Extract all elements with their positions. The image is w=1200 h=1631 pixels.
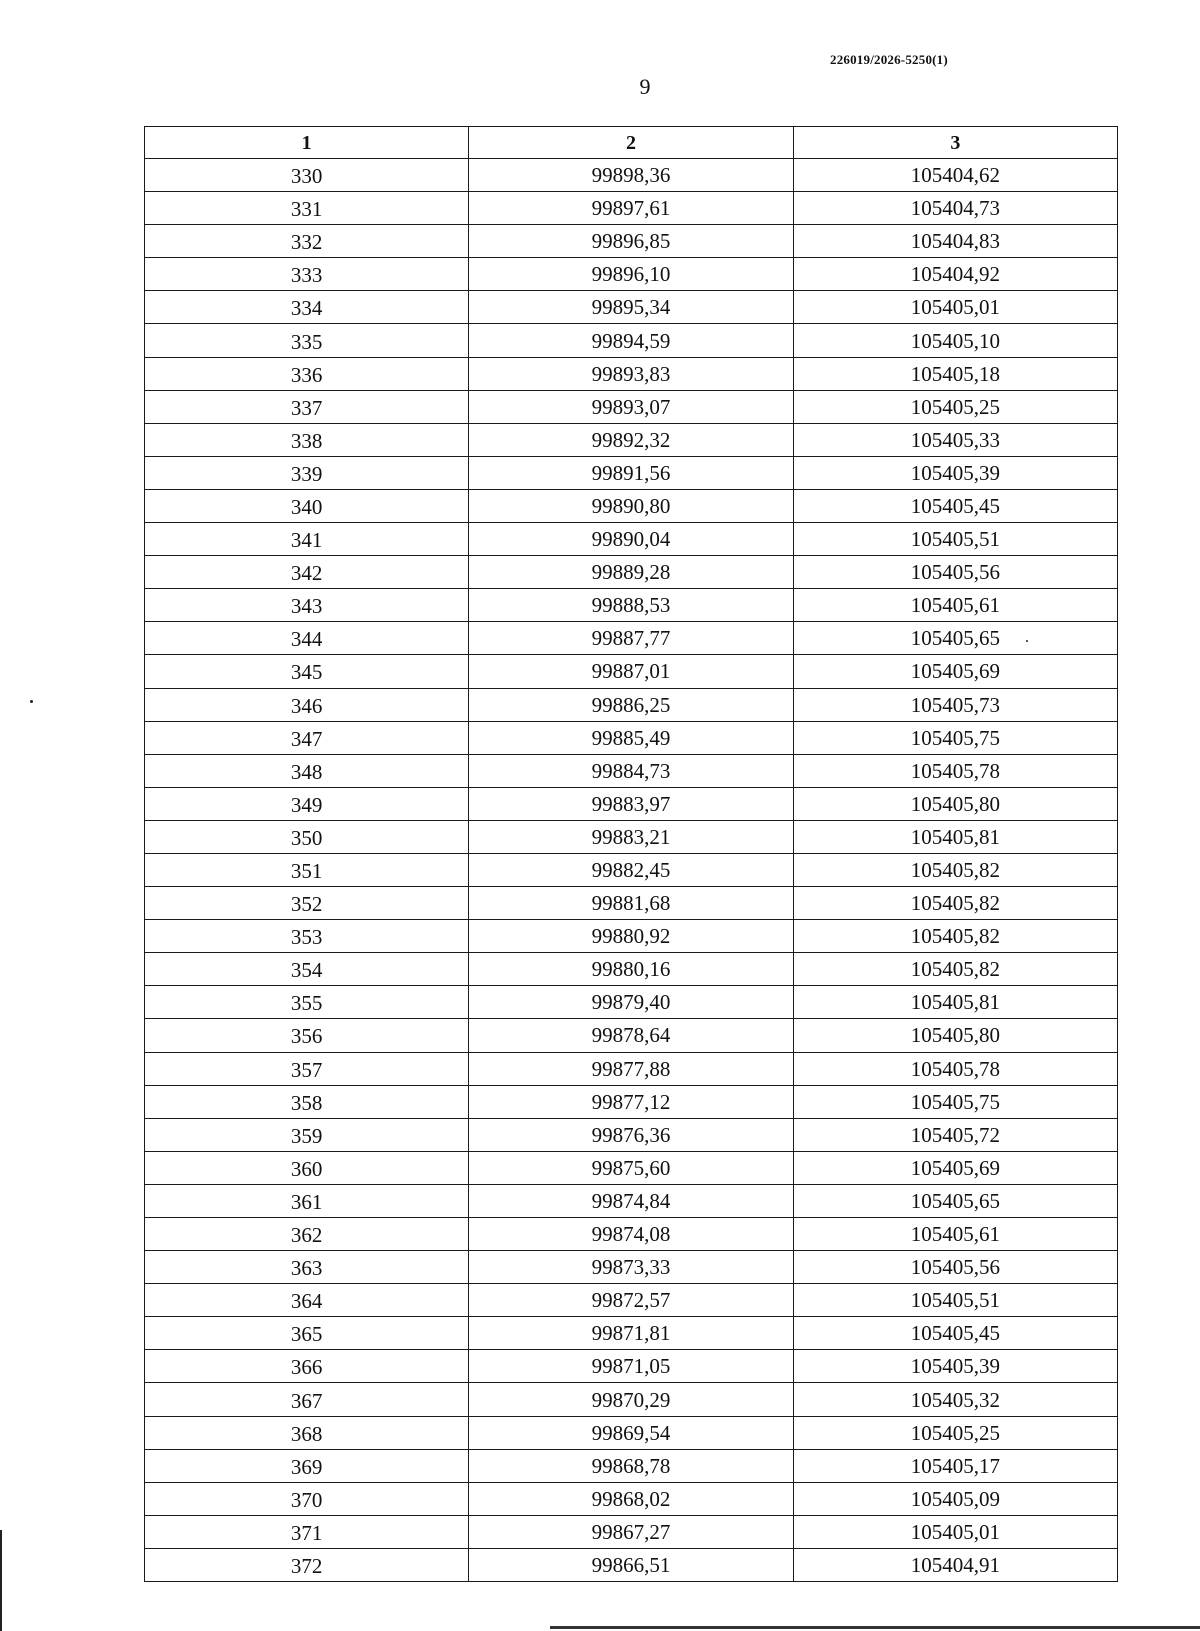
- table-cell-col-3: 105405,39: [793, 1350, 1117, 1383]
- column-header-1: 1: [145, 127, 469, 159]
- table-cell-col-1: 330: [145, 159, 469, 192]
- table-cell-col-1: 354: [145, 953, 469, 986]
- table-cell-col-2: 99871,81: [469, 1317, 793, 1350]
- table-cell-col-1: 341: [145, 523, 469, 556]
- table-cell-col-2: 99893,07: [469, 390, 793, 423]
- table-cell-col-3: 105405,65: [793, 1184, 1117, 1217]
- table-row: [145, 1251, 1118, 1284]
- table-cell-col-2: 99866,51: [469, 1548, 793, 1581]
- table-cell-col-3: 105405,75: [793, 721, 1117, 754]
- table-cell-col-2: 99878,64: [469, 1019, 793, 1052]
- table-cell-col-2: 99884,73: [469, 754, 793, 787]
- table-cell-col-1: 340: [145, 489, 469, 522]
- table-cell-col-2: 99868,78: [469, 1449, 793, 1482]
- coordinates-table: [144, 126, 1118, 1582]
- table-cell-col-1: 348: [145, 754, 469, 787]
- table-cell-col-2: 99868,02: [469, 1482, 793, 1515]
- table-cell-col-3: 105405,18: [793, 357, 1117, 390]
- table-cell-col-1: 370: [145, 1482, 469, 1515]
- table-cell-col-3: 105405,17: [793, 1449, 1117, 1482]
- table-cell-col-2: 99893,83: [469, 357, 793, 390]
- table-cell-col-1: 368: [145, 1416, 469, 1449]
- table-cell-col-3: 105405,82: [793, 887, 1117, 920]
- table-cell-col-2: 99892,32: [469, 423, 793, 456]
- table-cell-col-3: 105404,62: [793, 159, 1117, 192]
- table-cell-col-2: 99870,29: [469, 1383, 793, 1416]
- table-cell-col-1: 372: [145, 1548, 469, 1581]
- scan-edge-mark: [0, 1530, 2, 1631]
- table-cell-col-3: 105405,61: [793, 1218, 1117, 1251]
- table-cell-col-3: 105405,65: [793, 622, 1117, 655]
- table-row: [145, 721, 1118, 754]
- table-row: [145, 887, 1118, 920]
- table-row: [145, 1449, 1118, 1482]
- table-cell-col-3: 105405,45: [793, 1317, 1117, 1350]
- table-row: [145, 1019, 1118, 1052]
- table-cell-col-3: 105405,75: [793, 1085, 1117, 1118]
- table-cell-col-3: 105405,45: [793, 489, 1117, 522]
- table-cell-col-1: 357: [145, 1052, 469, 1085]
- column-header-2: 2: [469, 127, 793, 159]
- table-cell-col-1: 367: [145, 1383, 469, 1416]
- table-row: [145, 291, 1118, 324]
- table-row: [145, 589, 1118, 622]
- table-cell-col-3: 105405,72: [793, 1118, 1117, 1151]
- table-row: [145, 622, 1118, 655]
- table-cell-col-3: 105405,82: [793, 920, 1117, 953]
- table-cell-col-1: 364: [145, 1284, 469, 1317]
- table-cell-col-1: 353: [145, 920, 469, 953]
- table-cell-col-1: 346: [145, 688, 469, 721]
- table-cell-col-3: 105405,80: [793, 787, 1117, 820]
- table-cell-col-1: 347: [145, 721, 469, 754]
- table-cell-col-1: 371: [145, 1515, 469, 1548]
- table-cell-col-1: 355: [145, 986, 469, 1019]
- table-row: [145, 324, 1118, 357]
- table-cell-col-1: 333: [145, 258, 469, 291]
- table-row: [145, 1151, 1118, 1184]
- table-row: [145, 688, 1118, 721]
- table-cell-col-2: 99877,12: [469, 1085, 793, 1118]
- table-row: [145, 1317, 1118, 1350]
- table-body: [145, 159, 1118, 1582]
- table-cell-col-1: 331: [145, 192, 469, 225]
- table-cell-col-1: 359: [145, 1118, 469, 1151]
- table-cell-col-1: 342: [145, 556, 469, 589]
- table-cell-col-2: 99883,21: [469, 820, 793, 853]
- table-cell-col-1: 338: [145, 423, 469, 456]
- table-cell-col-3: 105405,25: [793, 1416, 1117, 1449]
- page-number: 9: [639, 74, 651, 99]
- table-cell-col-2: 99890,80: [469, 489, 793, 522]
- table-row: [145, 556, 1118, 589]
- table-cell-col-1: 363: [145, 1251, 469, 1284]
- table-cell-col-1: 339: [145, 456, 469, 489]
- table-row: [145, 456, 1118, 489]
- table-row: [145, 357, 1118, 390]
- table-cell-col-2: 99887,77: [469, 622, 793, 655]
- table-cell-col-1: 360: [145, 1151, 469, 1184]
- table-cell-col-1: 365: [145, 1317, 469, 1350]
- table-cell-col-1: 334: [145, 291, 469, 324]
- table-row: [145, 159, 1118, 192]
- table-cell-col-1: 337: [145, 390, 469, 423]
- table-cell-col-1: 344: [145, 622, 469, 655]
- table-cell-col-2: 99894,59: [469, 324, 793, 357]
- table-row: [145, 920, 1118, 953]
- table-row: [145, 820, 1118, 853]
- table-cell-col-2: 99890,04: [469, 523, 793, 556]
- table-cell-col-1: 350: [145, 820, 469, 853]
- table-cell-col-1: 356: [145, 1019, 469, 1052]
- table-row: [145, 1416, 1118, 1449]
- table-cell-col-2: 99867,27: [469, 1515, 793, 1548]
- table-cell-col-1: 358: [145, 1085, 469, 1118]
- table-cell-col-1: 345: [145, 655, 469, 688]
- table-cell-col-1: 332: [145, 225, 469, 258]
- table-cell-col-2: 99896,85: [469, 225, 793, 258]
- table-cell-col-3: 105405,61: [793, 589, 1117, 622]
- table-cell-col-2: 99895,34: [469, 291, 793, 324]
- table-cell-col-3: 105405,56: [793, 1251, 1117, 1284]
- table-cell-col-3: 105405,81: [793, 986, 1117, 1019]
- table-cell-col-2: 99874,08: [469, 1218, 793, 1251]
- table-cell-col-2: 99872,57: [469, 1284, 793, 1317]
- table-cell-col-2: 99898,36: [469, 159, 793, 192]
- table-cell-col-3: 105405,73: [793, 688, 1117, 721]
- table-cell-col-2: 99887,01: [469, 655, 793, 688]
- table-cell-col-1: 335: [145, 324, 469, 357]
- table-row: [145, 489, 1118, 522]
- table-row: [145, 953, 1118, 986]
- table-row: [145, 1350, 1118, 1383]
- table-cell-col-2: 99871,05: [469, 1350, 793, 1383]
- table-row: [145, 258, 1118, 291]
- document-reference-number: 226019/2026-5250(1): [830, 52, 948, 67]
- table-cell-col-2: 99880,16: [469, 953, 793, 986]
- table-row: [145, 390, 1118, 423]
- table-cell-col-3: 105405,81: [793, 820, 1117, 853]
- table-row: [145, 225, 1118, 258]
- table-cell-col-3: 105405,09: [793, 1482, 1117, 1515]
- scan-speck: [30, 700, 33, 703]
- table-cell-col-3: 105405,01: [793, 1515, 1117, 1548]
- table-cell-col-2: 99875,60: [469, 1151, 793, 1184]
- table-cell-col-3: 105405,10: [793, 324, 1117, 357]
- table-cell-col-2: 99883,97: [469, 787, 793, 820]
- scan-bottom-line: [550, 1626, 1200, 1629]
- table-row: [145, 1284, 1118, 1317]
- table-row: [145, 787, 1118, 820]
- table-cell-col-2: 99885,49: [469, 721, 793, 754]
- table-row: [145, 1482, 1118, 1515]
- table-cell-col-1: 343: [145, 589, 469, 622]
- table-cell-col-2: 99873,33: [469, 1251, 793, 1284]
- table-cell-col-2: 99877,88: [469, 1052, 793, 1085]
- table-row: [145, 754, 1118, 787]
- table-cell-col-1: 352: [145, 887, 469, 920]
- table-cell-col-2: 99881,68: [469, 887, 793, 920]
- table-cell-col-3: 105405,01: [793, 291, 1117, 324]
- table-cell-col-1: 349: [145, 787, 469, 820]
- table-cell-col-1: 361: [145, 1184, 469, 1217]
- table-cell-col-3: 105404,83: [793, 225, 1117, 258]
- table-cell-col-1: 351: [145, 853, 469, 886]
- table-cell-col-1: 362: [145, 1218, 469, 1251]
- table-row: [145, 423, 1118, 456]
- table-cell-col-2: 99879,40: [469, 986, 793, 1019]
- table-cell-col-2: 99891,56: [469, 456, 793, 489]
- table-cell-col-2: 99886,25: [469, 688, 793, 721]
- table-cell-col-2: 99888,53: [469, 589, 793, 622]
- table-row: [145, 986, 1118, 1019]
- table-cell-col-2: 99897,61: [469, 192, 793, 225]
- table-header-row: [145, 127, 1118, 159]
- table-cell-col-1: 366: [145, 1350, 469, 1383]
- table-row: [145, 523, 1118, 556]
- table-cell-col-3: 105405,69: [793, 1151, 1117, 1184]
- table-cell-col-3: 105405,78: [793, 754, 1117, 787]
- table-cell-col-3: 105404,73: [793, 192, 1117, 225]
- table-row: [145, 1383, 1118, 1416]
- scan-speck: [1026, 640, 1028, 642]
- table-row: [145, 1515, 1118, 1548]
- table-cell-col-3: 105405,69: [793, 655, 1117, 688]
- table-cell-col-1: 369: [145, 1449, 469, 1482]
- table-row: [145, 1218, 1118, 1251]
- table-cell-col-3: 105404,91: [793, 1548, 1117, 1581]
- table-cell-col-2: 99882,45: [469, 853, 793, 886]
- table-row: [145, 1184, 1118, 1217]
- table-cell-col-3: 105405,51: [793, 1284, 1117, 1317]
- table-cell-col-2: 99876,36: [469, 1118, 793, 1151]
- table-row: [145, 192, 1118, 225]
- table-row: [145, 1052, 1118, 1085]
- table-cell-col-2: 99880,92: [469, 920, 793, 953]
- table-cell-col-3: 105405,82: [793, 853, 1117, 886]
- table-cell-col-3: 105404,92: [793, 258, 1117, 291]
- table-row: [145, 1085, 1118, 1118]
- table-cell-col-1: 336: [145, 357, 469, 390]
- table-cell-col-3: 105405,56: [793, 556, 1117, 589]
- table-cell-col-3: 105405,82: [793, 953, 1117, 986]
- table-cell-col-2: 99869,54: [469, 1416, 793, 1449]
- table-row: [145, 1548, 1118, 1581]
- table-cell-col-3: 105405,33: [793, 423, 1117, 456]
- table-cell-col-2: 99896,10: [469, 258, 793, 291]
- table-cell-col-3: 105405,39: [793, 456, 1117, 489]
- table-cell-col-3: 105405,25: [793, 390, 1117, 423]
- table-row: [145, 655, 1118, 688]
- column-header-3: 3: [793, 127, 1117, 159]
- table-cell-col-2: 99889,28: [469, 556, 793, 589]
- table-row: [145, 853, 1118, 886]
- table-cell-col-2: 99874,84: [469, 1184, 793, 1217]
- table-cell-col-3: 105405,80: [793, 1019, 1117, 1052]
- table-cell-col-3: 105405,32: [793, 1383, 1117, 1416]
- table-cell-col-3: 105405,78: [793, 1052, 1117, 1085]
- table-cell-col-3: 105405,51: [793, 523, 1117, 556]
- table-row: [145, 1118, 1118, 1151]
